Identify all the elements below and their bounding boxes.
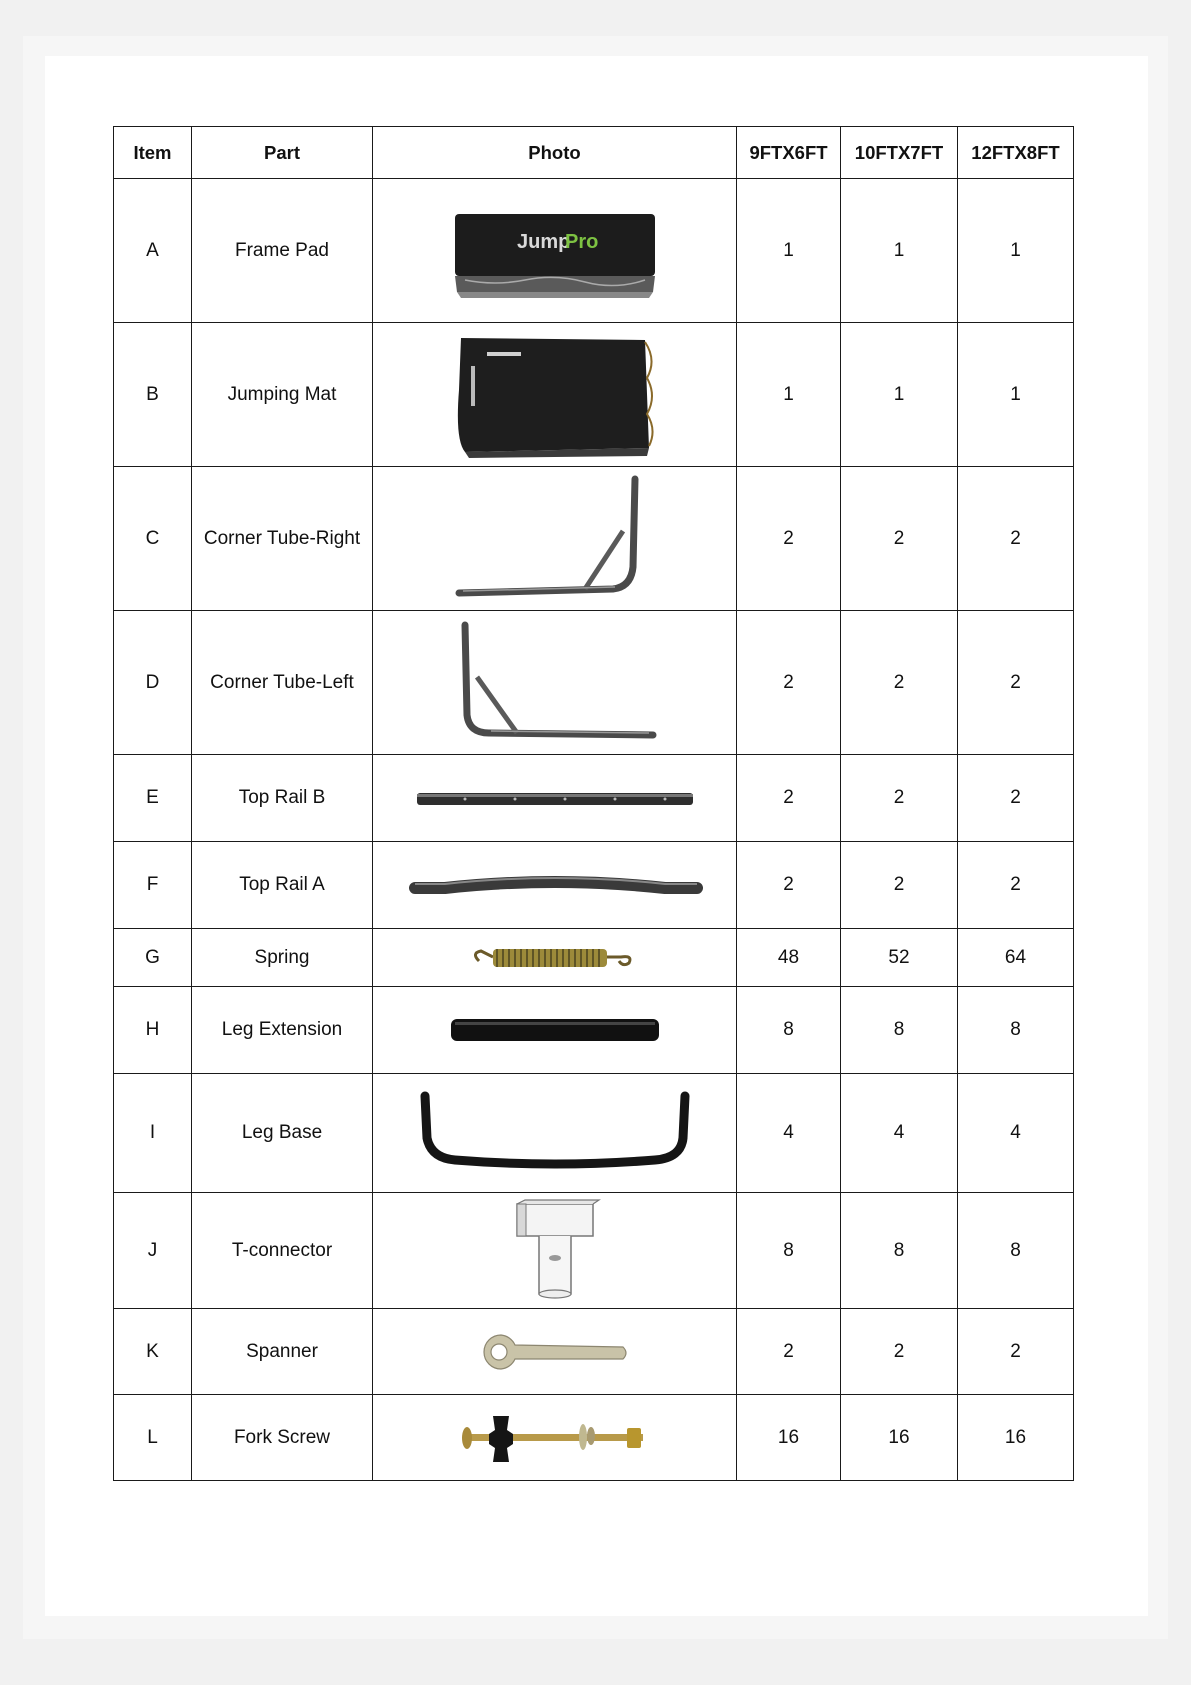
photo-cell: [373, 1193, 737, 1309]
item-cell: E: [114, 755, 192, 842]
qty-9ftx6ft: 1: [737, 323, 841, 467]
part-cell: Corner Tube-Right: [192, 467, 373, 611]
qty-12ftx8ft: 1: [958, 323, 1074, 467]
qty-10ftx7ft: 52: [841, 929, 958, 987]
item-cell: G: [114, 929, 192, 987]
table-row: [114, 1395, 1074, 1481]
qty-12ftx8ft: 64: [958, 929, 1074, 987]
qty-12ftx8ft: 2: [958, 1309, 1074, 1395]
table-row: [114, 323, 1074, 467]
corner-tube-right-photo: [435, 471, 675, 606]
top-rail-a-photo: [405, 868, 705, 902]
qty-9ftx6ft: 16: [737, 1395, 841, 1481]
qty-12ftx8ft: 16: [958, 1395, 1074, 1481]
qty-9ftx6ft: 2: [737, 842, 841, 929]
leg-base-photo: [415, 1088, 695, 1178]
part-cell: T-connector: [192, 1193, 373, 1309]
header-row: [114, 127, 1074, 179]
part-cell: Fork Screw: [192, 1395, 373, 1481]
header-9ftx6ft: 9FTX6FT: [737, 127, 841, 179]
qty-10ftx7ft: 2: [841, 755, 958, 842]
qty-10ftx7ft: 2: [841, 467, 958, 611]
photo-cell: [373, 467, 737, 611]
fork-screw-photo: [455, 1408, 655, 1468]
part-cell: Leg Extension: [192, 987, 373, 1074]
photo-cell: [373, 755, 737, 842]
t-connector-photo: [505, 1198, 605, 1303]
table-row: [114, 611, 1074, 755]
photo-cell: [373, 929, 737, 987]
qty-10ftx7ft: 2: [841, 1309, 958, 1395]
qty-12ftx8ft: 8: [958, 1193, 1074, 1309]
frame-pad-photo: [435, 196, 675, 306]
qty-10ftx7ft: 8: [841, 1193, 958, 1309]
photo-cell: [373, 611, 737, 755]
item-cell: I: [114, 1074, 192, 1193]
part-cell: Frame Pad: [192, 179, 373, 323]
photo-cell: [373, 1074, 737, 1193]
qty-10ftx7ft: 2: [841, 611, 958, 755]
photo-cell: [373, 842, 737, 929]
table-row: [114, 929, 1074, 987]
qty-10ftx7ft: 8: [841, 987, 958, 1074]
photo-cell: [373, 987, 737, 1074]
part-cell: Jumping Mat: [192, 323, 373, 467]
top-rail-b-photo: [405, 783, 705, 813]
qty-12ftx8ft: 4: [958, 1074, 1074, 1193]
spring-photo: [465, 943, 645, 973]
table-row: [114, 1193, 1074, 1309]
item-cell: K: [114, 1309, 192, 1395]
qty-9ftx6ft: 2: [737, 755, 841, 842]
table-row: [114, 755, 1074, 842]
header-item: Item: [114, 127, 192, 179]
qty-12ftx8ft: 2: [958, 467, 1074, 611]
parts-table: [113, 126, 1074, 1481]
item-cell: D: [114, 611, 192, 755]
leg-extension-photo: [445, 1013, 665, 1047]
qty-10ftx7ft: 4: [841, 1074, 958, 1193]
qty-9ftx6ft: 8: [737, 1193, 841, 1309]
qty-9ftx6ft: 1: [737, 179, 841, 323]
table-row: [114, 842, 1074, 929]
table-row: [114, 467, 1074, 611]
qty-10ftx7ft: 2: [841, 842, 958, 929]
item-cell: A: [114, 179, 192, 323]
photo-cell: [373, 323, 737, 467]
qty-9ftx6ft: 4: [737, 1074, 841, 1193]
qty-12ftx8ft: 2: [958, 842, 1074, 929]
qty-10ftx7ft: 1: [841, 323, 958, 467]
header-photo: Photo: [373, 127, 737, 179]
item-cell: B: [114, 323, 192, 467]
part-cell: Spanner: [192, 1309, 373, 1395]
item-cell: L: [114, 1395, 192, 1481]
part-cell: Top Rail A: [192, 842, 373, 929]
spanner-photo: [475, 1329, 635, 1375]
qty-12ftx8ft: 2: [958, 755, 1074, 842]
part-cell: Spring: [192, 929, 373, 987]
qty-9ftx6ft: 48: [737, 929, 841, 987]
logo-text-pro: Pro: [564, 230, 598, 253]
qty-9ftx6ft: 8: [737, 987, 841, 1074]
qty-9ftx6ft: 2: [737, 467, 841, 611]
table-row: [114, 179, 1074, 323]
corner-tube-left-photo: [435, 615, 675, 750]
photo-cell: [373, 1309, 737, 1395]
header-10ftx7ft: 10FTX7FT: [841, 127, 958, 179]
qty-10ftx7ft: 1: [841, 179, 958, 323]
qty-10ftx7ft: 16: [841, 1395, 958, 1481]
item-cell: H: [114, 987, 192, 1074]
item-cell: J: [114, 1193, 192, 1309]
part-cell: Leg Base: [192, 1074, 373, 1193]
qty-9ftx6ft: 2: [737, 1309, 841, 1395]
header-part: Part: [192, 127, 373, 179]
part-cell: Corner Tube-Left: [192, 611, 373, 755]
qty-12ftx8ft: 2: [958, 611, 1074, 755]
jumping-mat-photo: [435, 330, 675, 460]
photo-cell: [373, 1395, 737, 1481]
qty-12ftx8ft: 8: [958, 987, 1074, 1074]
header-12ftx8ft: 12FTX8FT: [958, 127, 1074, 179]
part-cell: Top Rail B: [192, 755, 373, 842]
qty-12ftx8ft: 1: [958, 179, 1074, 323]
table-row: [114, 1309, 1074, 1395]
logo-text-jump: Jump: [516, 230, 570, 253]
table-row: [114, 1074, 1074, 1193]
photo-cell: [373, 179, 737, 323]
qty-9ftx6ft: 2: [737, 611, 841, 755]
item-cell: F: [114, 842, 192, 929]
table-row: [114, 987, 1074, 1074]
item-cell: C: [114, 467, 192, 611]
